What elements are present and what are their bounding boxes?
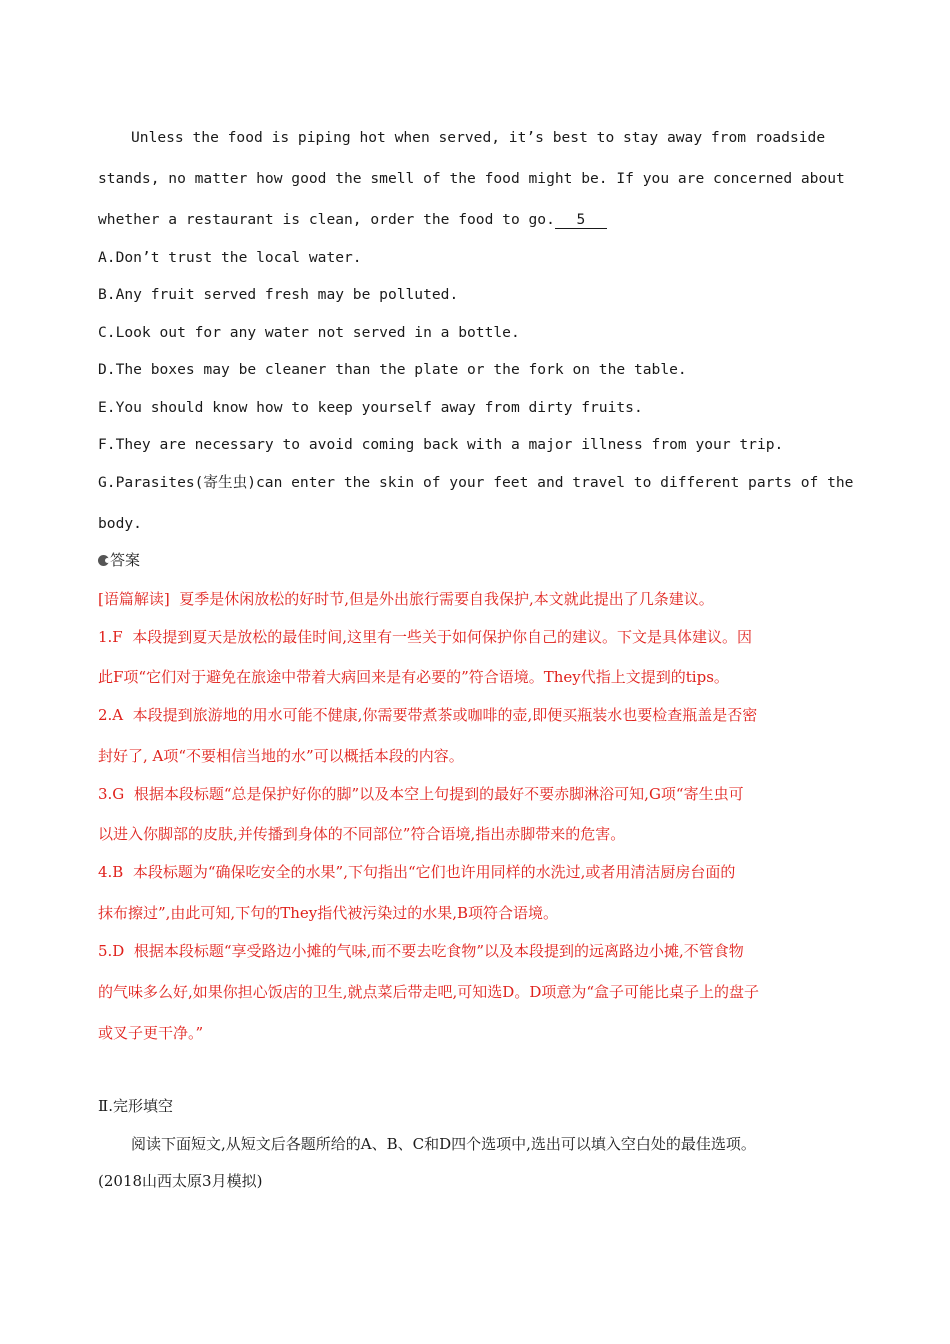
explanation-line: 或叉子更干净。” — [98, 1024, 204, 1042]
answer-heading — [98, 550, 140, 570]
option-b: B.Any fruit served fresh may be polluted. — [98, 286, 459, 303]
explanation-line: 1.F 本段提到夏天是放松的最佳时间,这里有一些关于如何保护你自己的建议。下文是具体建议。因 — [98, 628, 753, 646]
explanation-line: 封好了, A项“不要相信当地的水”可以概括本段的内容。 — [98, 747, 464, 765]
option-a: A.Don’t trust the local water. — [98, 249, 362, 266]
passage-line-3-text: whether a restaurant is clean, order the food to go. — [98, 211, 555, 228]
option-c: C.Look out for any water not served in a bottle. — [98, 324, 520, 341]
section-title: Ⅱ.完形填空 — [98, 1097, 173, 1115]
explanation-line: 以进入你脚部的皮肤,并传播到身体的不同部位”符合语境,指出赤脚带来的危害。 — [98, 825, 626, 843]
explanation-line: 2.A 本段提到旅游地的用水可能不健康,你需要带煮茶或咖啡的壶,即便买瓶装水也要检查瓶盖是否密 — [98, 706, 758, 724]
passage-line-2: stands, no matter how good the smell of the food might be. If you are concerned about — [98, 170, 845, 187]
explanation-line: [语篇解读] 夏季是休闲放松的好时节,但是外出旅行需要自我保护,本文就此提出了几条建议。 — [98, 590, 714, 608]
option-g-continued: body. — [98, 515, 142, 532]
section-instruction: 阅读下面短文,从短文后各题所给的A、B、C和D四个选项中,选出可以填入空白处的最佳选项。 — [131, 1135, 756, 1153]
answer-heading-label: 答案 — [110, 551, 141, 569]
option-d: D.The boxes may be cleaner than the plate or the fork on the table. — [98, 361, 687, 378]
passage-line-1: Unless the food is piping hot when served, it’s best to stay away from roadside — [131, 129, 826, 146]
answer-blank-5: 5 — [555, 211, 607, 229]
option-e: E.You should know how to keep yourself away from dirty fruits. — [98, 399, 643, 416]
explanation-line: 的气味多么好,如果你担心饭店的卫生,就点菜后带走吧,可知选D。D项意为“盒子可能比桌子上的盘子 — [98, 983, 760, 1001]
explanation-line: 3.G 根据本段标题“总是保护好你的脚”以及本空上句提到的最好不要赤脚淋浴可知,G项“寄生虫可 — [98, 785, 744, 803]
explanation-line: 抹布擦过”,由此可知,下句的They指代被污染过的水果,B项符合语境。 — [98, 904, 559, 922]
passage-line-3 — [98, 210, 607, 230]
explanation-line: 此F项“它们对于避免在旅途中带着大病回来是有必要的”符合语境。They代指上文提到的tips。 — [98, 668, 729, 686]
option-g: G.Parasites(寄生虫)can enter the skin of your feet and travel to different parts of the — [98, 474, 854, 491]
explanation-line: 4.B 本段标题为“确保吃安全的水果”,下句指出“它们也许用同样的水洗过,或者用清洁厨房台面的 — [98, 863, 736, 881]
section-source: (2018山西太原3月模拟) — [98, 1172, 263, 1190]
answer-icon — [98, 555, 109, 566]
option-f: F.They are necessary to avoid coming back with a major illness from your trip. — [98, 436, 784, 453]
explanation-line: 5.D 根据本段标题“享受路边小摊的气味,而不要去吃食物”以及本段提到的远离路边小摊,不管食物 — [98, 942, 744, 960]
